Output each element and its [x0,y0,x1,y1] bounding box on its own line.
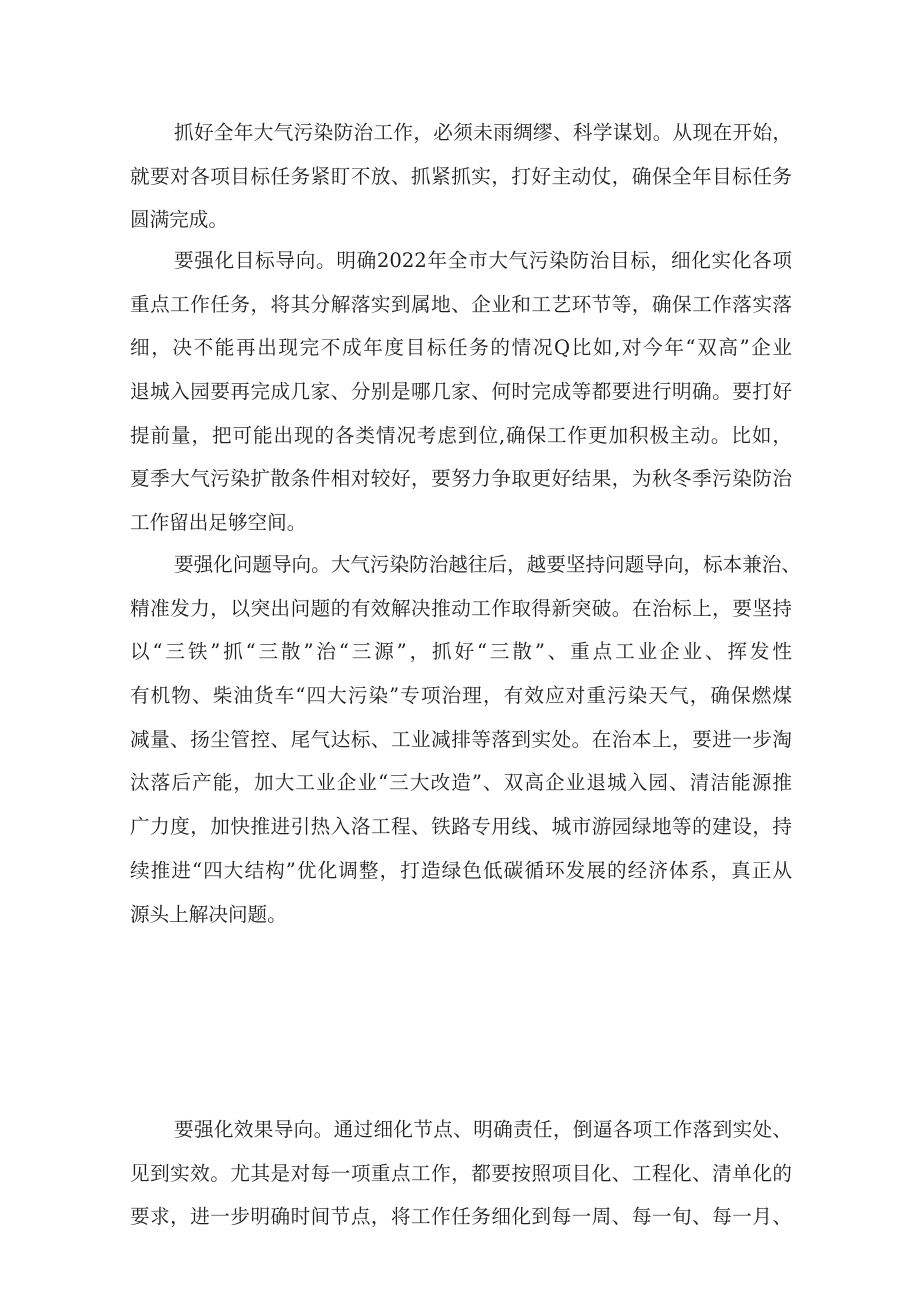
text-line: 精准发力，以突出问题的有效解决推动工作取得新突破。在治标上，要坚持 [130,596,792,620]
text-line: 要强化目标导向。明确2022年全市大气污染防治目标，细化实化各项 [174,249,792,272]
text-line: 工作留出足够空间。 [130,511,307,535]
paragraph-intro [130,111,792,242]
text-line: 圆满完成。 [130,208,228,232]
text-line: 要强化效果导向。通过细化节点、明确责任，倒逼各项工作落到实处、 [174,1118,792,1141]
text-line: 重点工作任务，将其分解落实到属地、企业和工艺环节等，确保工作落实落 [130,292,792,316]
text-line: 提前量，把可能出现的各类情况考虑到位,确保工作更加积极主动。比如， [130,423,792,447]
paragraph-goal-orientation [130,239,792,545]
text-line: 要强化问题导向。大气污染防治越往后，越要坚持问题导向，标本兼治、 [174,553,801,576]
text-line: 就要对各项目标任务紧盯不放、抓紧抓实，打好主动仗，确保全年目标任务 [130,164,792,188]
paragraph-problem-orientation [130,543,801,936]
text-line: 源头上解决问题。 [130,902,287,926]
text-line: 续推进“四大结构”优化调整，打造绿色低碳循环发展的经济体系，真正从 [130,858,792,882]
text-line: 见到实效。尤其是对每一项重点工作，都要按照项目化、工程化、清单化的 [130,1161,792,1185]
text-line: 要求，进一步明确时间节点，将工作任务细化到每一周、每一旬、每一月、 [130,1205,792,1229]
text-line: 抓好全年大气污染防治工作，必须未雨绸缪、科学谋划。从现在开始， [174,121,792,144]
text-line: 汰落后产能，加大工业企业“三大改造”、双高企业退城入园、清洁能源推 [130,771,792,795]
text-line: 减量、扬尘管控、尾气达标、工业减排等落到实处。在治本上，要进一步淘 [130,727,792,751]
text-line: 夏季大气污染扩散条件相对较好，要努力争取更好结果，为秋冬季污染防治 [130,467,792,491]
text-line: 以“三铁”抓“三散”治“三源”，抓好“三散”、重点工业企业、挥发性 [130,640,792,664]
text-line: 广力度，加快推进引热入洛工程、铁路专用线、城市游园绿地等的建设，持 [130,815,792,839]
text-line: 退城入园要再完成几家、分别是哪几家、何时完成等都要进行明确。要打好 [130,380,792,404]
text-line: 细，决不能再出现完不成年度目标任务的情况Q比如,对今年“双高”企业 [130,336,792,360]
text-line: 有机物、柴油货车“四大污染”专项治理，有效应对重污染天气，确保燃煤 [130,684,792,708]
paragraph-effect-orientation [130,1108,792,1239]
